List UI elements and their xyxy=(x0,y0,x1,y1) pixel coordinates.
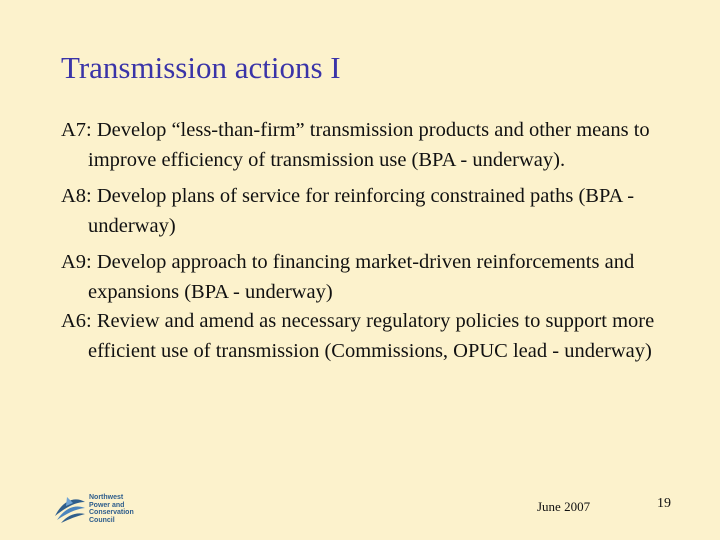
list-item-a7: A7: Develop “less-than-firm” transmission products and other means to improve efficiency of transmission use (BPA - underway). xyxy=(61,119,650,171)
council-logo-icon xyxy=(53,494,87,524)
logo-text xyxy=(89,494,134,524)
logo-line-4: Council xyxy=(89,516,115,524)
list-item-a9: A9: Develop approach to financing market-driven reinforcements and expansions (BPA - underway) xyxy=(61,251,635,303)
slide-title: Transmission actions I xyxy=(61,50,341,85)
logo-line-2: Power and xyxy=(89,501,125,509)
page-number: 19 xyxy=(657,496,671,511)
logo-line-3: Conservation xyxy=(89,509,134,516)
council-logo xyxy=(53,494,134,524)
footer-date: June 2007 xyxy=(537,499,591,514)
list-item-a8: A8: Develop plans of service for reinforcing constrained paths (BPA - underway) xyxy=(61,185,635,237)
bullet-list xyxy=(61,116,691,366)
list-item-a6: A6: Review and amend as necessary regulatory policies to support more efficient use of transmission (Commissions, OPUC lead - underway) xyxy=(61,310,655,362)
logo-line-1: Northwest xyxy=(89,494,124,501)
